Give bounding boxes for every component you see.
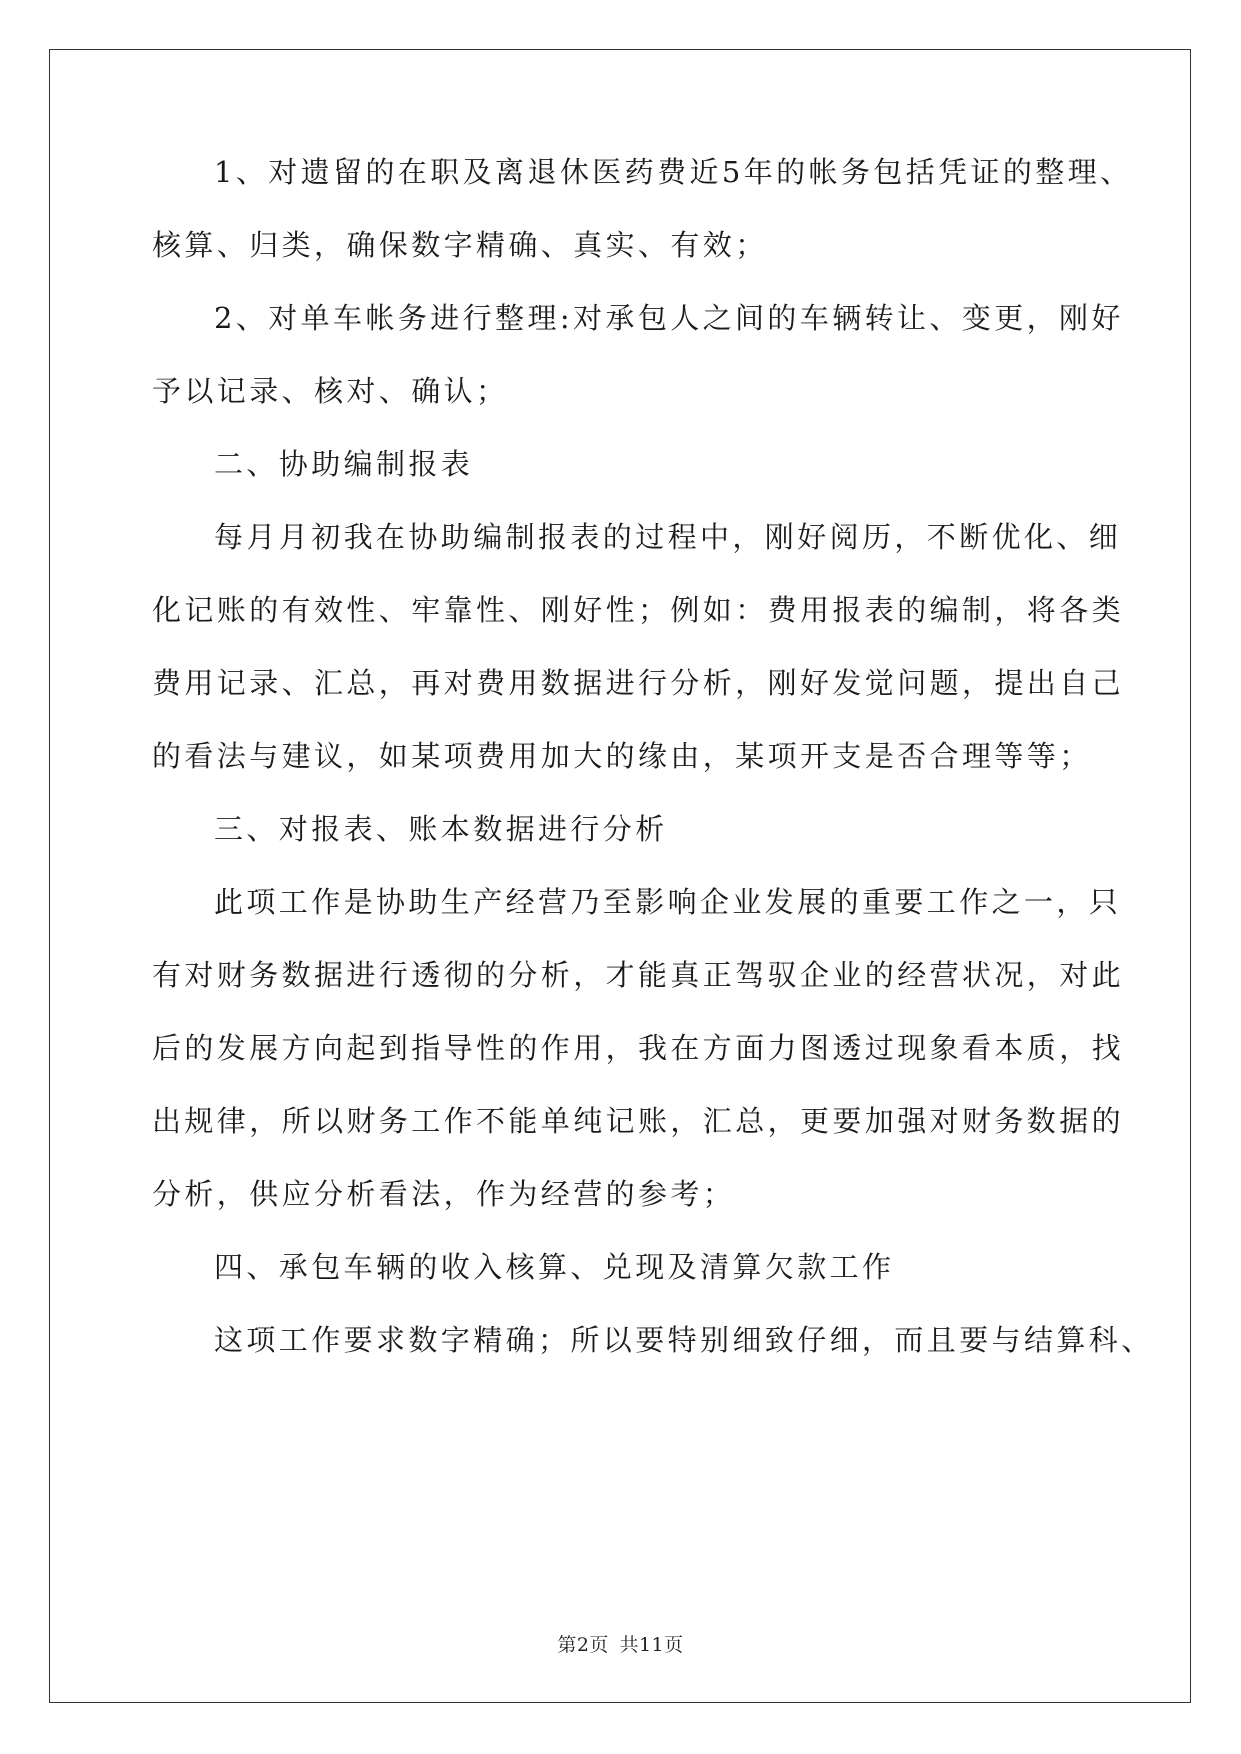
text-line: 有对财务数据进行透彻的分析，才能真正驾驭企业的经营状况，对此 <box>152 958 1125 992</box>
page-total: 共11页 <box>619 1634 684 1656</box>
text-line: 后的发展方向起到指导性的作用，我在方面力图透过现象看本质，找 <box>152 1031 1125 1065</box>
text-line: 化记账的有效性、牢靠性、刚好性；例如：费用报表的编制，将各类 <box>152 593 1125 627</box>
text-line: 每月月初我在协助编制报表的过程中，刚好阅历，不断优化、细 <box>214 520 1122 554</box>
text-line: 出规律，所以财务工作不能单纯记账，汇总，更要加强对财务数据的 <box>152 1104 1125 1138</box>
text-line: 核算、归类，确保数字精确、真实、有效； <box>152 228 768 262</box>
text-line: 1、对遗留的在职及离退休医药费近5年的帐务包括凭证的整理、 <box>214 155 1133 189</box>
page-number: 第2页 <box>557 1634 609 1656</box>
text-line: 费用记录、汇总，再对费用数据进行分析，刚好发觉问题，提出自己 <box>152 666 1125 700</box>
page-footer <box>0 1630 1241 1657</box>
section-heading: 三、对报表、账本数据进行分析 <box>214 812 668 846</box>
section-heading: 二、协助编制报表 <box>214 447 474 481</box>
text-line: 分析，供应分析看法，作为经营的参考； <box>152 1177 736 1211</box>
text-line: 予以记录、核对、确认； <box>152 374 509 408</box>
text-line: 2、对单车帐务进行整理:对承包人之间的车辆转让、变更，刚好 <box>214 301 1124 335</box>
text-line: 此项工作是协助生产经营乃至影响企业发展的重要工作之一，只 <box>214 885 1122 919</box>
text-line: 的看法与建议，如某项费用加大的缘由，某项开支是否合理等等； <box>152 739 1092 773</box>
text-line: 这项工作要求数字精确；所以要特别细致仔细，而且要与结算科、 <box>214 1323 1154 1357</box>
section-heading: 四、承包车辆的收入核算、兑现及清算欠款工作 <box>214 1250 895 1284</box>
